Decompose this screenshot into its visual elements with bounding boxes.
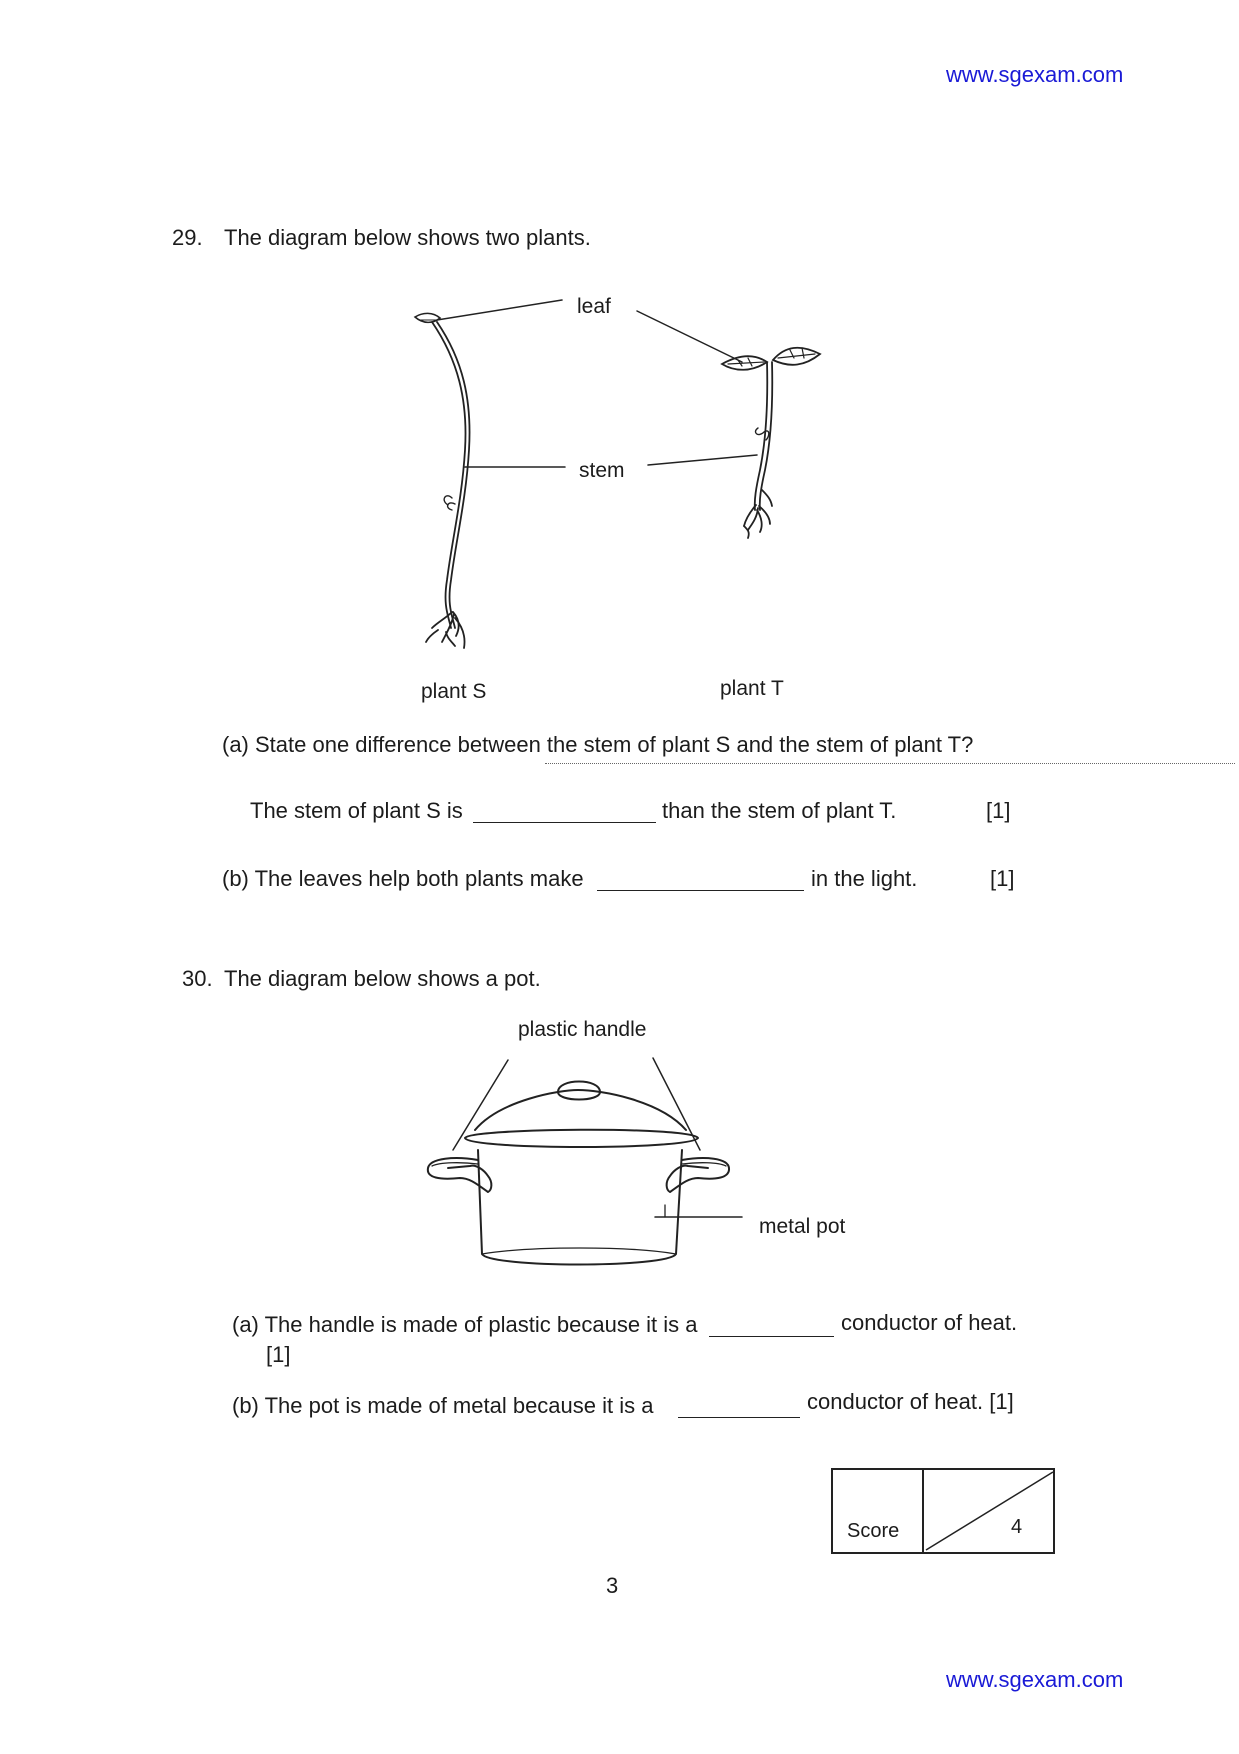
q29a-marks: [1] — [986, 798, 1011, 823]
q30a-answer-blank[interactable] — [709, 1318, 834, 1337]
q30a-suffix: conductor of heat. — [841, 1310, 1018, 1335]
label-leaf: leaf — [577, 295, 611, 318]
label-plastic-handle: plastic handle — [518, 1018, 647, 1041]
score-label: Score — [847, 1520, 900, 1542]
q29-number: 29. — [172, 225, 203, 250]
page-number: 3 — [606, 1573, 619, 1598]
q29a-question: (a) State one difference between the stem of plant S and the stem of plant T? — [222, 732, 974, 757]
label-metal-pot: metal pot — [759, 1215, 846, 1238]
q29a-prefix: The stem of plant S is — [250, 798, 463, 823]
label-plant-s: plant S — [421, 680, 487, 703]
q30-prompt: The diagram below shows a pot. — [224, 966, 541, 991]
q29b-marks: [1] — [990, 866, 1015, 891]
q29a-suffix: than the stem of plant T. — [662, 798, 897, 823]
q29-prompt: The diagram below shows two plants. — [224, 225, 591, 250]
label-stem: stem — [579, 459, 625, 482]
q30-number: 30. — [182, 966, 213, 991]
q30b-answer-blank[interactable] — [678, 1399, 800, 1418]
footer-site-link[interactable]: www.sgexam.com — [946, 1667, 1124, 1692]
q30a-prefix: (a) The handle is made of plastic because it is a — [232, 1312, 698, 1337]
label-plant-t: plant T — [720, 677, 784, 700]
q30a-marks: [1] — [266, 1342, 291, 1367]
header-site-link[interactable]: www.sgexam.com — [946, 62, 1124, 87]
q29b-suffix: in the light. — [811, 866, 918, 891]
score-box — [831, 1468, 1055, 1554]
q30b-prefix: (b) The pot is made of metal because it is a — [232, 1393, 654, 1418]
score-total: 4 — [1011, 1516, 1023, 1538]
score-diagonal — [924, 1470, 1055, 1552]
q29b-prefix: (b) The leaves help both plants make — [222, 866, 584, 891]
q30b-suffix: conductor of heat. [1] — [807, 1389, 1014, 1414]
